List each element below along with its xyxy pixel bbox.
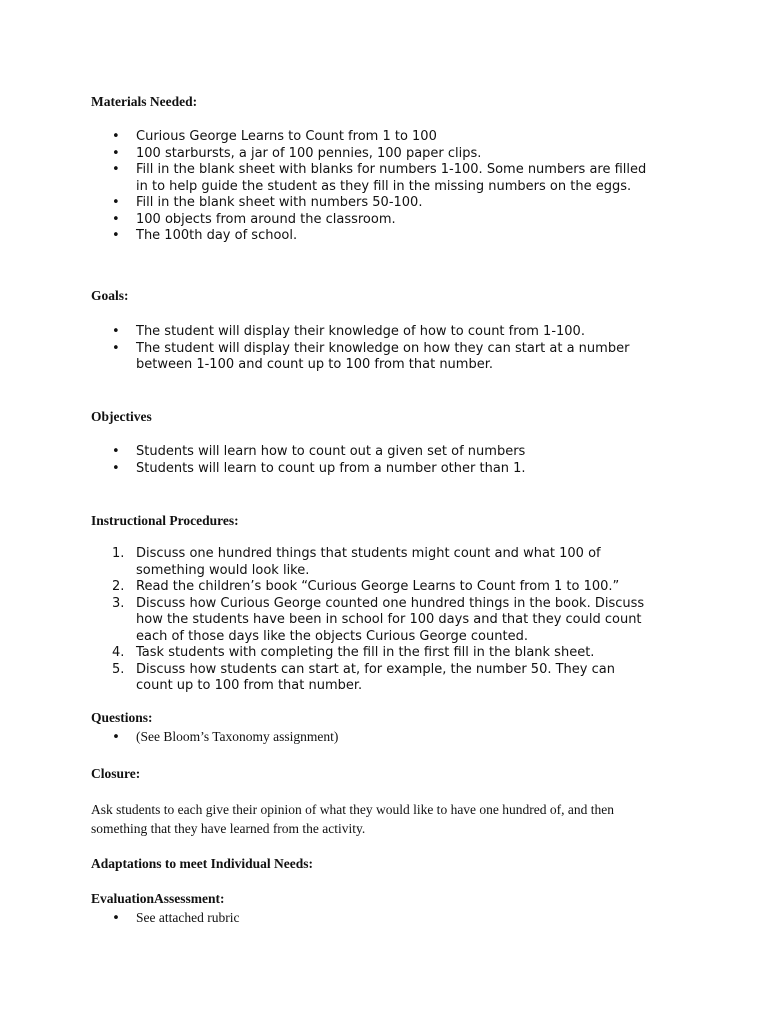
objectives-heading: Objectives [91,409,152,424]
closure-heading: Closure: [91,766,141,781]
materials-list [0,129,768,245]
goals-heading: Goals: [91,288,129,303]
bullet: • [112,910,120,926]
list-item: 5. Discuss how students can start at, for example, the number 50. They can count up to 100 from that number. [112,661,615,693]
materials-heading: Materials Needed: [91,94,198,109]
list-item: • Students will learn how to count out a given set of numbers [112,444,526,459]
bullet: • [112,444,120,459]
list-item: • (See Bloom’s Taxonomy assignment) [112,729,339,745]
list-item: • Curious George Learns to Count from 1 to 100 [112,129,437,144]
list-item: 2. Read the children’s book “Curious George Learns to Count from 1 to 100.” [112,579,620,594]
bullet: • [112,195,120,210]
questions-list [0,728,768,746]
list-item: • 100 starbursts, a jar of 100 pennies, 100 paper clips. [112,145,482,161]
list-item: 3. Discuss how Curious George counted one hundred things in the book. Discuss how the students have been in school for 100 days and that they could count each of those days like the objects Curious George counted. [112,595,645,644]
list-item: • 100 objects from around the classroom. [112,211,396,227]
list-item: • The student will display their knowledge on how they can start at a number between 1-100 and count up to 100 from that number. [112,340,630,372]
bullet: • [112,324,120,339]
bullet: • [112,340,120,356]
list-item: • Students will learn to count up from a number other than 1. [112,460,526,476]
closure-paragraph: Ask students to each give their opinion of what they would like to have one hundred of, and then something that they have learned from the activity. [91,802,615,836]
number-marker: 4. [112,645,125,660]
number-marker: 5. [112,661,125,677]
list-item: • The student will display their knowledge of how to count from 1-100. [112,324,585,339]
bullet: • [112,145,120,161]
list-item: • The 100th day of school. [112,228,298,243]
objectives-list [0,444,768,477]
bullet: • [112,460,120,476]
procedures-list [0,546,768,695]
number-marker: 1. [112,546,125,561]
number-marker: 2. [112,579,125,594]
questions-heading: Questions: [91,710,153,725]
procedures-heading: Instructional Procedures: [91,513,239,528]
goals-list [0,324,768,374]
adaptations-heading: Adaptations to meet Individual Needs: [91,856,314,871]
bullet: • [112,228,120,243]
list-item: 1. Discuss one hundred things that students might count and what 100 of something would look like. [112,546,601,578]
evaluation-list [0,909,768,927]
list-item: • Fill in the blank sheet with blanks for numbers 1-100. Some numbers are filled in to help guide the student as they fill in the missing numbers on the eggs. [112,162,647,194]
evaluation-heading: EvaluationAssessment: [91,891,225,906]
list-item: • See attached rubric [112,910,240,926]
list-item: 4. Task students with completing the fill in the first fill in the blank sheet. [112,645,595,660]
list-item: • Fill in the blank sheet with numbers 50-100. [112,195,423,210]
number-marker: 3. [112,595,125,611]
bullet: • [112,729,120,745]
bullet: • [112,162,120,177]
bullet: • [112,211,120,227]
bullet: • [112,129,120,144]
